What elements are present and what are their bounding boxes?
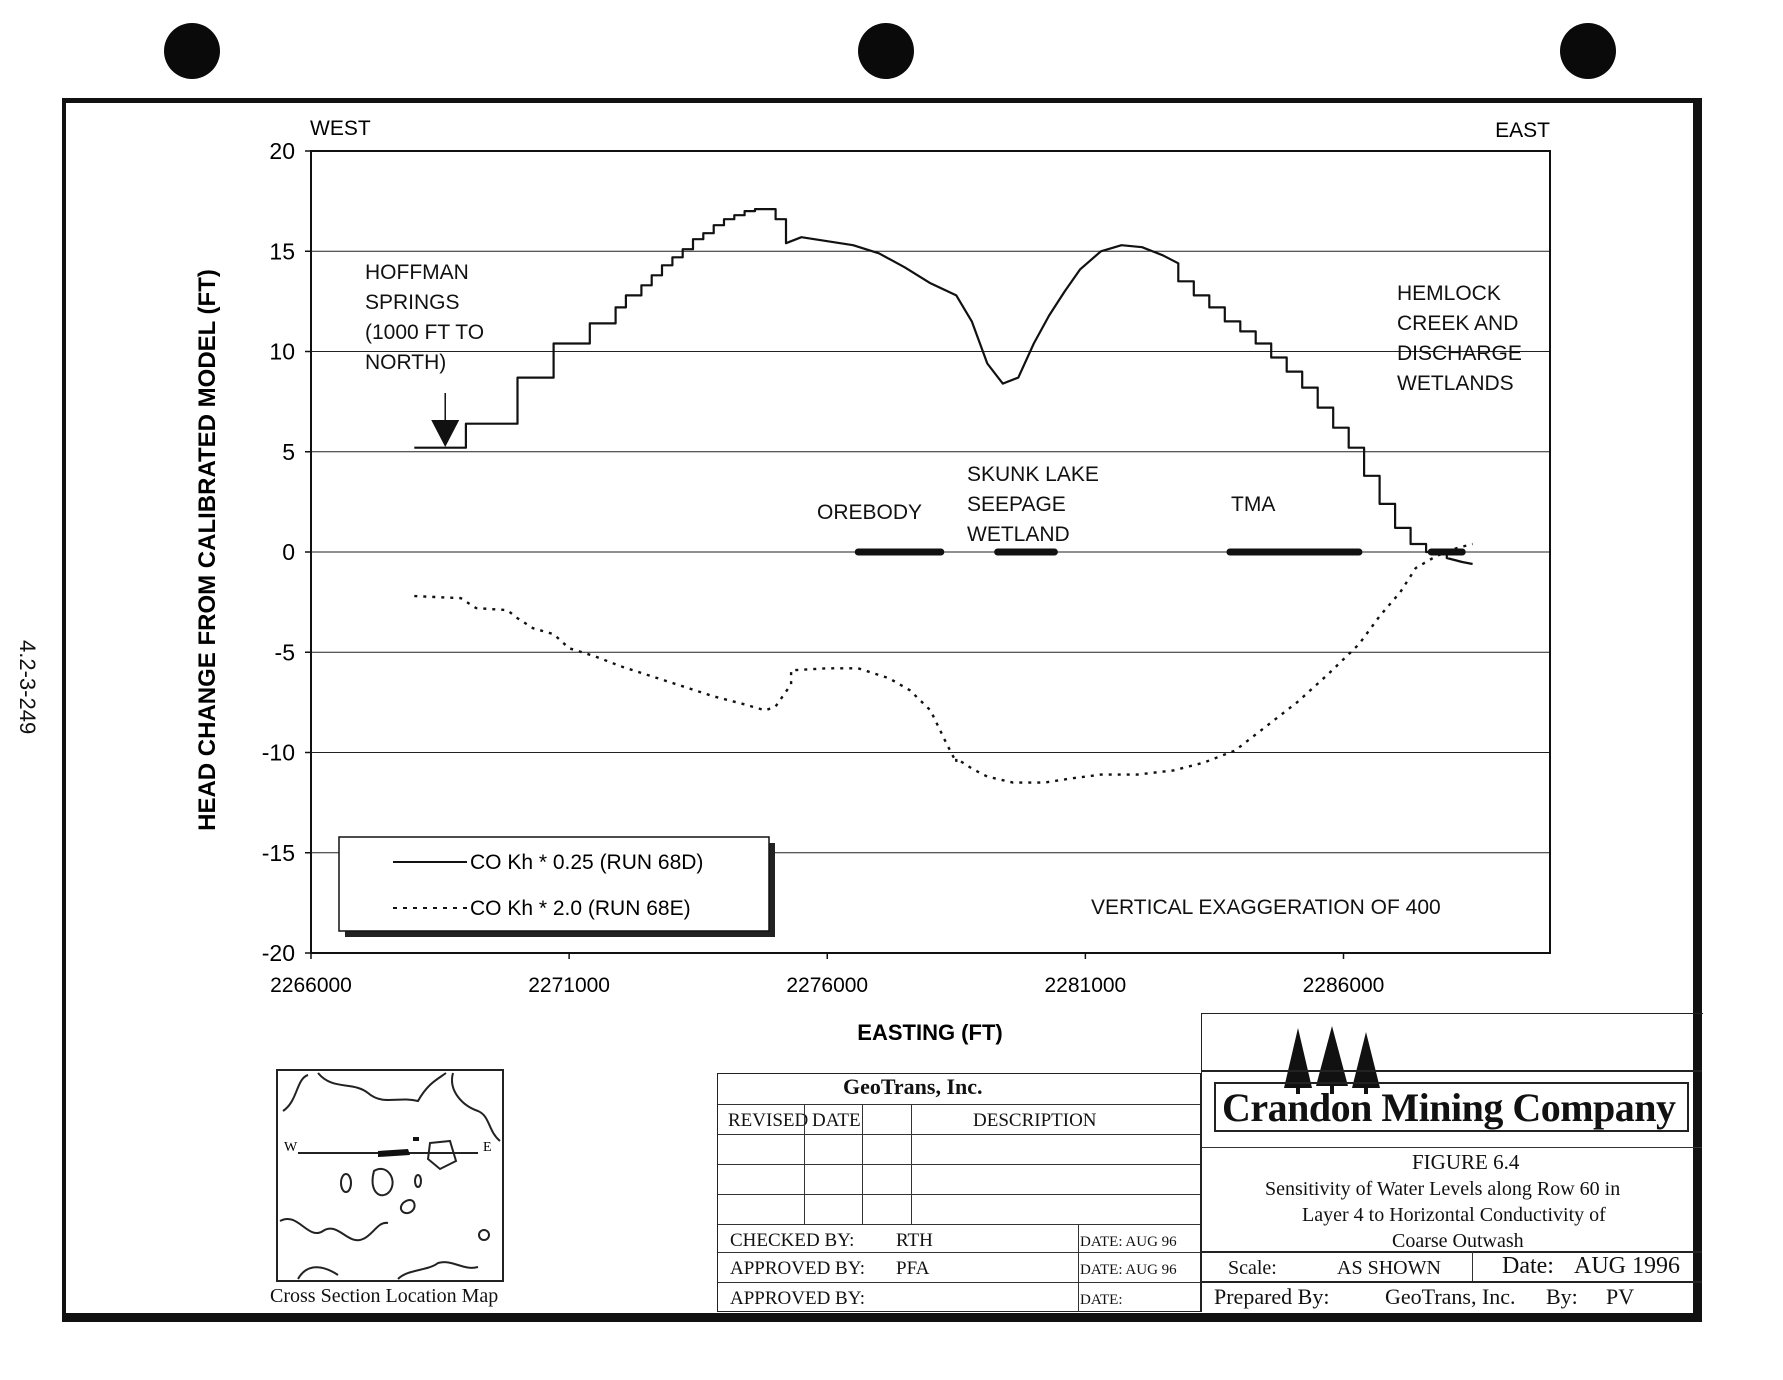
map-west-label: W bbox=[284, 1140, 298, 1155]
hemlock-label-line: CREEK AND bbox=[1397, 312, 1519, 335]
x-tick-label: 2286000 bbox=[1302, 974, 1385, 997]
y-tick-label: 20 bbox=[269, 138, 295, 164]
revision-table bbox=[717, 1073, 1201, 1312]
location-map bbox=[276, 1069, 504, 1282]
map-east-label: E bbox=[483, 1140, 492, 1155]
page-id: 4.2-3-249 bbox=[15, 640, 40, 735]
figure-title-line: Sensitivity of Water Levels along Row 60 in bbox=[1265, 1178, 1621, 1200]
location-map-caption: Cross Section Location Map bbox=[270, 1285, 499, 1307]
scale-label: Scale: bbox=[1228, 1257, 1277, 1279]
x-tick-label: 2276000 bbox=[786, 974, 869, 997]
west-label: WEST bbox=[310, 117, 371, 140]
y-axis-label: HEAD CHANGE FROM CALIBRATED MODEL (FT) bbox=[194, 269, 221, 831]
checked-date: DATE: AUG 96 bbox=[1080, 1234, 1177, 1250]
figure-number: FIGURE 6.4 bbox=[1412, 1150, 1520, 1174]
hoffman-label-line: HOFFMAN bbox=[365, 261, 469, 284]
approved-date: DATE: AUG 96 bbox=[1080, 1262, 1177, 1278]
x-tick-label: 2281000 bbox=[1044, 974, 1127, 997]
figure-title-line: Layer 4 to Horizontal Conductivity of bbox=[1302, 1204, 1606, 1226]
checked-by-value: RTH bbox=[896, 1230, 933, 1251]
y-tick-label: -10 bbox=[261, 739, 295, 766]
skunk-label-line: WETLAND bbox=[967, 523, 1070, 546]
scale-value: AS SHOWN bbox=[1337, 1257, 1441, 1279]
figure-title-line: Coarse Outwash bbox=[1392, 1230, 1524, 1252]
hoffman-arrow-icon bbox=[431, 393, 459, 447]
col-date-header: DATE bbox=[812, 1110, 861, 1131]
legend-entry: CO Kh * 0.25 (RUN 68D) bbox=[470, 851, 704, 874]
legend-entry: CO Kh * 2.0 (RUN 68E) bbox=[470, 897, 691, 920]
y-tick-label: -5 bbox=[274, 639, 295, 666]
series-line-run-68d bbox=[414, 209, 1472, 564]
y-tick-label: 15 bbox=[269, 238, 295, 265]
hemlock-label-line: DISCHARGE bbox=[1397, 342, 1522, 365]
y-tick-label: 0 bbox=[282, 539, 295, 565]
y-tick-label: 10 bbox=[269, 338, 295, 365]
by-label: By: bbox=[1546, 1284, 1578, 1309]
tma-label: TMA bbox=[1231, 493, 1276, 516]
hoffman-label-line: (1000 FT TO bbox=[365, 321, 485, 344]
prepared-by-label: Prepared By: bbox=[1214, 1284, 1330, 1309]
prepared-by-value: GeoTrans, Inc. bbox=[1385, 1284, 1516, 1309]
skunk-label-line: SEEPAGE bbox=[967, 493, 1066, 516]
date-value: AUG 1996 bbox=[1574, 1253, 1680, 1279]
checked-by-label: CHECKED BY: bbox=[730, 1230, 855, 1251]
hoffman-label-line: SPRINGS bbox=[365, 291, 460, 314]
east-label: EAST bbox=[1495, 119, 1550, 142]
x-tick-label: 2266000 bbox=[270, 974, 352, 997]
hemlock-label-line: HEMLOCK bbox=[1397, 282, 1501, 305]
date-label: Date: bbox=[1502, 1253, 1554, 1279]
firm-name: GeoTrans, Inc. bbox=[843, 1074, 983, 1099]
y-tick-label: -20 bbox=[261, 940, 295, 966]
exaggeration-note: VERTICAL EXAGGERATION OF 400 bbox=[1091, 896, 1441, 919]
series-line-run-68e bbox=[414, 544, 1472, 783]
legend bbox=[339, 837, 775, 937]
col-revised-header: REVISED bbox=[728, 1110, 809, 1131]
approved2-date: DATE: bbox=[1080, 1292, 1123, 1308]
approved2-by-label: APPROVED BY: bbox=[730, 1288, 865, 1309]
by-value: PV bbox=[1606, 1284, 1635, 1309]
hemlock-label-line: WETLANDS bbox=[1397, 372, 1514, 395]
company-name: Crandon Mining Company bbox=[1222, 1085, 1676, 1130]
y-tick-label: -15 bbox=[261, 839, 295, 866]
y-tick-label: 5 bbox=[282, 438, 295, 465]
orebody-label: OREBODY bbox=[817, 501, 923, 524]
skunk-label-line: SKUNK LAKE bbox=[967, 463, 1099, 486]
x-axis-label: EASTING (FT) bbox=[857, 1020, 1003, 1045]
x-tick-label: 2271000 bbox=[528, 974, 611, 997]
approved-by-value: PFA bbox=[896, 1258, 930, 1279]
hoffman-label-line: NORTH) bbox=[365, 351, 447, 374]
col-description-header: DESCRIPTION bbox=[973, 1110, 1097, 1131]
company-title-block bbox=[1201, 1013, 1703, 1312]
approved-by-label: APPROVED BY: bbox=[730, 1258, 865, 1279]
